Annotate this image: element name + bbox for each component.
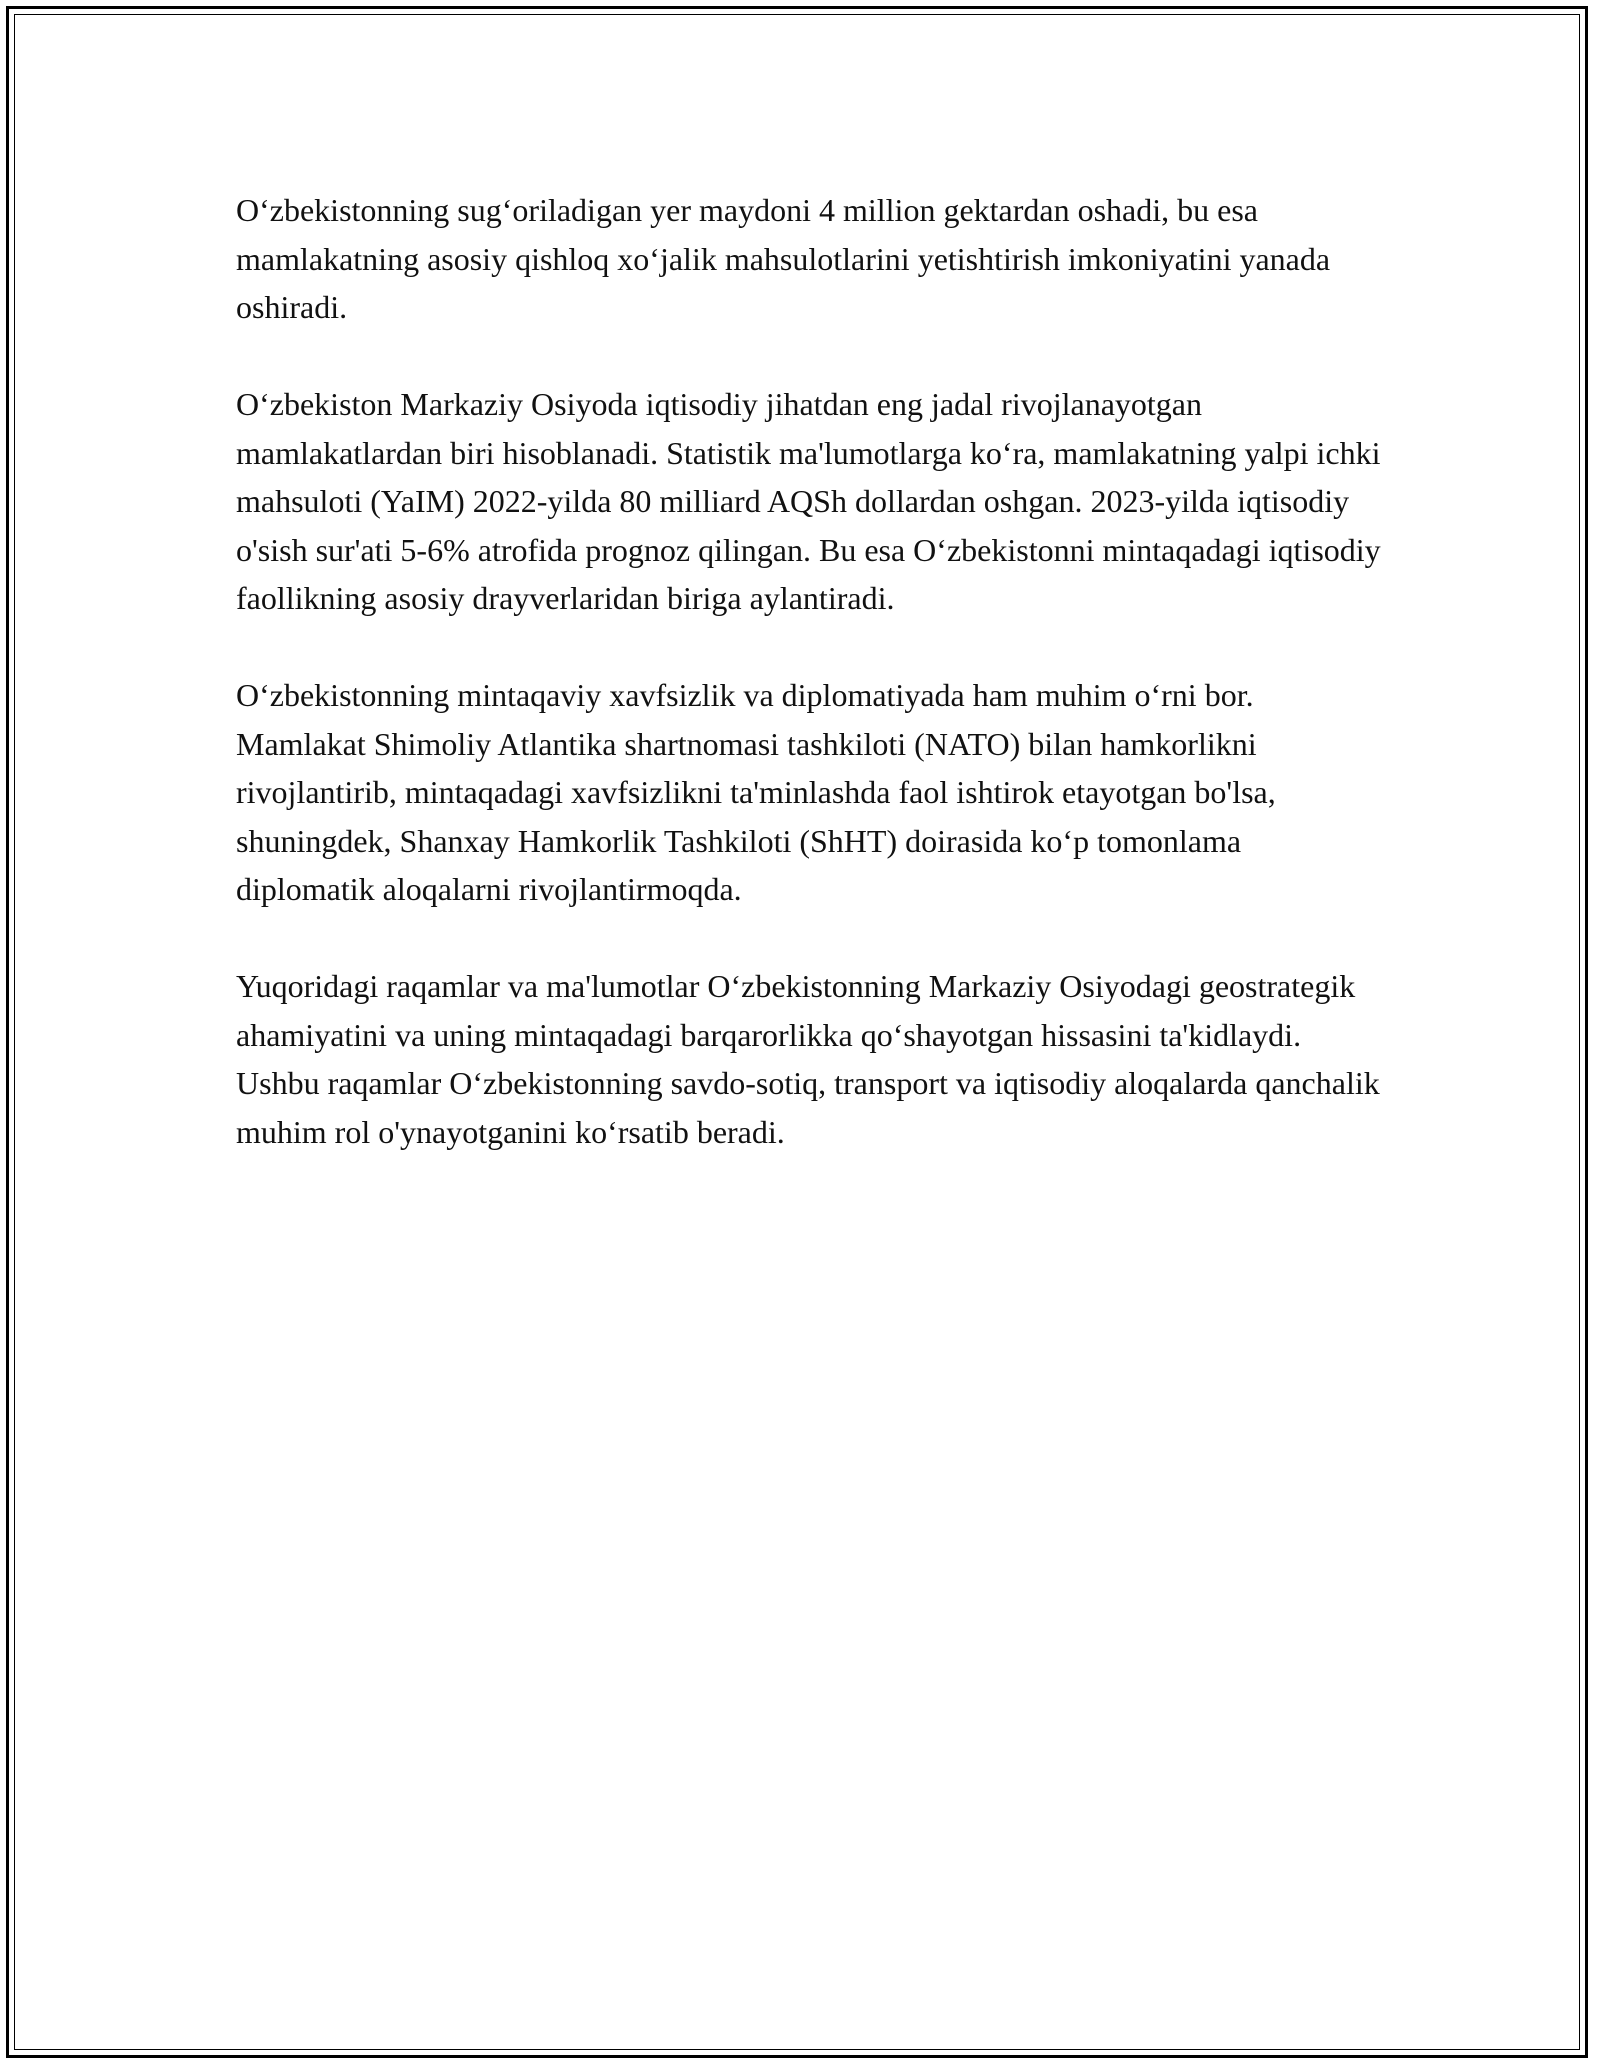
paragraph-conclusion: Yuqoridagi raqamlar va ma'lumotlar O‘zbekistonning Markaziy Osiyodagi geostrategik ahamiyatini va uning mintaqadagi barqarorlikka qo‘shayotgan hissasini ta'kidlaydi. Ushbu raqamlar O‘zbekistonning savdo-sotiq, transport va iqtisodiy aloqalarda qanchalik muhim rol o'ynayotganini ko‘rsatib beradi. [236, 968, 1380, 1150]
document-body [236, 186, 1386, 1205]
paragraph-security-diplomacy: O‘zbekistonning mintaqaviy xavfsizlik va diplomatiyada ham muhim o‘rni bor. Mamlakat Shimoliy Atlantika shartnomasi tashkiloti (NATO) bilan hamkorlikni rivojlantirib, mintaqadagi xavfsizlikni ta'minlashda faol ishtirok etayotgan bo'lsa, shuningdek, Shanxay Hamkorlik Tashkiloti (ShHT) doirasida ko‘p tomonlama diplomatik aloqalarni rivojlantirmoqda. [236, 677, 1276, 907]
paragraph-irrigation: O‘zbekistonning sug‘oriladigan yer maydoni 4 million gektardan oshadi, bu esa mamlakatning asosiy qishloq xo‘jalik mahsulotlarini yetishtirish imkoniyatini yanada oshiradi. [236, 192, 1331, 325]
paragraph-economy: O‘zbekiston Markaziy Osiyoda iqtisodiy jihatdan eng jadal rivojlanayotgan mamlakatlardan biri hisoblanadi. Statistik ma'lumotlarga ko‘ra, mamlakatning yalpi ichki mahsuloti (YaIM) 2022-yilda 80 milliard AQSh dollardan oshgan. 2023-yilda iqtisodiy o'sish sur'ati 5-6% atrofida prognoz qilingan. Bu esa O‘zbekistonni mintaqadagi iqtisodiy faollikning asosiy drayverlaridan biriga aylantiradi. [236, 386, 1381, 616]
